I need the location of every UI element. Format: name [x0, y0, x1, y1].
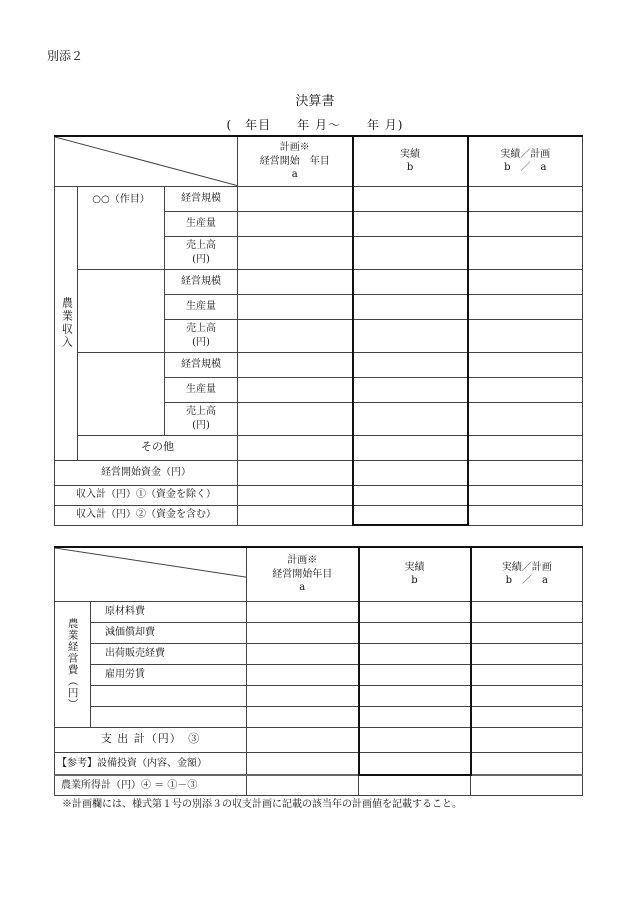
annex-label: 別添２ — [47, 49, 84, 63]
cell-actual[interactable] — [353, 485, 468, 505]
cell-actual[interactable] — [359, 643, 471, 664]
row-label-expense-total: 支 出 計（円） ③ — [55, 727, 247, 752]
footnote: ※計画欄には、様式第１号の別添３の収支計画に記載の該当年の計画値を記載すること。 — [62, 799, 462, 810]
cell-ratio[interactable] — [468, 377, 583, 402]
cell-ratio[interactable] — [471, 727, 583, 752]
cell-ratio[interactable] — [471, 643, 583, 664]
cell-ratio[interactable] — [471, 622, 583, 643]
cell-actual[interactable] — [353, 402, 468, 435]
cell-plan[interactable] — [247, 706, 359, 727]
cell-plan[interactable] — [247, 752, 359, 775]
cell-plan[interactable] — [238, 485, 353, 505]
cell-actual[interactable] — [353, 460, 468, 485]
row-label-production: 生産量 — [165, 377, 238, 402]
cell-ratio[interactable] — [468, 460, 583, 485]
cell-plan[interactable] — [247, 601, 359, 622]
expense-item-0: 原材料費 — [91, 601, 247, 622]
cell-ratio[interactable] — [468, 294, 583, 319]
row-label-other: その他 — [78, 435, 238, 460]
cell-actual[interactable] — [359, 706, 471, 727]
header-diagonal-cell — [55, 136, 238, 186]
cell-actual[interactable] — [359, 775, 471, 795]
section-label-farm-expense: 農業経営費（円） — [55, 601, 91, 727]
cell-plan[interactable] — [238, 186, 353, 211]
cell-ratio[interactable] — [471, 685, 583, 706]
cell-actual[interactable] — [359, 664, 471, 685]
expense-item-3: 雇用労賃 — [91, 664, 247, 685]
row-label-scale: 経営規模 — [165, 186, 238, 211]
cell-plan[interactable] — [238, 402, 353, 435]
expense-item-1: 減価償却費 — [91, 622, 247, 643]
cell-plan[interactable] — [238, 269, 353, 294]
ratio-header: 実績／計画 b ／ a — [471, 547, 583, 601]
section-label-farm-income: 農業収入 — [55, 186, 78, 460]
cell-plan[interactable] — [238, 352, 353, 377]
expense-table — [54, 546, 583, 796]
cell-plan[interactable] — [247, 622, 359, 643]
cell-plan[interactable] — [238, 319, 353, 352]
cell-ratio[interactable] — [471, 752, 583, 775]
header-diagonal-cell — [55, 547, 247, 601]
period-line: ( 年目 年 月～ 年 月) — [226, 118, 404, 132]
cell-ratio[interactable] — [468, 269, 583, 294]
income-table — [54, 135, 583, 526]
cell-actual[interactable] — [353, 319, 468, 352]
cell-actual[interactable] — [353, 352, 468, 377]
cell-ratio[interactable] — [471, 601, 583, 622]
ratio-header: 実績／計画 b ／ a — [468, 136, 583, 186]
cell-plan[interactable] — [247, 643, 359, 664]
cell-ratio[interactable] — [468, 352, 583, 377]
row-label-start-fund: 経営開始資金（円） — [55, 460, 238, 485]
row-label-sales: 売上高 (円) — [165, 402, 238, 435]
row-label-sales: 売上高 (円) — [165, 319, 238, 352]
cell-ratio[interactable] — [468, 186, 583, 211]
cell-plan[interactable] — [238, 294, 353, 319]
cell-actual[interactable] — [359, 622, 471, 643]
cell-plan[interactable] — [238, 435, 353, 460]
row-label-production: 生産量 — [165, 294, 238, 319]
row-label-total1: 収入計（円）①（資金を除く） — [55, 485, 238, 505]
row-label-farm-income: 農業所得計（円）④ ＝ ①－③ — [55, 775, 247, 795]
cell-ratio[interactable] — [468, 211, 583, 236]
cell-plan[interactable] — [238, 211, 353, 236]
cell-actual[interactable] — [359, 601, 471, 622]
cell-ratio[interactable] — [468, 319, 583, 352]
crop-name-3[interactable] — [78, 352, 165, 435]
row-label-production: 生産量 — [165, 211, 238, 236]
cell-ratio[interactable] — [468, 435, 583, 460]
row-label-sales: 売上高 (円) — [165, 236, 238, 269]
cell-plan[interactable] — [238, 377, 353, 402]
actual-header: 実績 b — [359, 547, 471, 601]
cell-plan[interactable] — [247, 685, 359, 706]
expense-item-blank[interactable] — [91, 685, 247, 706]
cell-actual[interactable] — [353, 269, 468, 294]
cell-plan[interactable] — [238, 460, 353, 485]
cell-actual[interactable] — [353, 211, 468, 236]
row-label-scale: 経営規模 — [165, 352, 238, 377]
cell-ratio[interactable] — [468, 236, 583, 269]
expense-item-blank[interactable] — [91, 706, 247, 727]
row-label-reference: 【参考】設備投資（内容、金額） — [55, 752, 247, 775]
cell-ratio[interactable] — [468, 485, 583, 505]
cell-ratio[interactable] — [471, 775, 583, 795]
document-title: 決算書 — [295, 94, 335, 109]
expense-item-2: 出荷販売経費 — [91, 643, 247, 664]
plan-header: 計画※ 経営開始年目 a — [247, 547, 359, 601]
cell-ratio[interactable] — [471, 706, 583, 727]
cell-actual[interactable] — [353, 435, 468, 460]
actual-header: 実績 b — [353, 136, 468, 186]
cell-ratio[interactable] — [468, 505, 583, 525]
cell-actual[interactable] — [353, 505, 468, 525]
cell-plan[interactable] — [238, 236, 353, 269]
cell-actual[interactable] — [353, 186, 468, 211]
cell-plan[interactable] — [238, 505, 353, 525]
cell-actual[interactable] — [359, 752, 471, 775]
cell-actual[interactable] — [359, 685, 471, 706]
cell-actual[interactable] — [353, 377, 468, 402]
row-label-scale: 経営規模 — [165, 269, 238, 294]
plan-header: 計画※ 経営開始 年目 a — [238, 136, 353, 186]
cell-ratio[interactable] — [471, 664, 583, 685]
cell-ratio[interactable] — [468, 402, 583, 435]
cell-actual[interactable] — [353, 294, 468, 319]
cell-plan[interactable] — [247, 727, 359, 752]
crop-name-1: ○○（作目） — [78, 186, 165, 269]
cell-plan[interactable] — [247, 664, 359, 685]
cell-actual[interactable] — [353, 236, 468, 269]
cell-plan[interactable] — [247, 775, 359, 795]
crop-name-2[interactable] — [78, 269, 165, 352]
row-label-total2: 収入計（円）②（資金を含む） — [55, 505, 238, 525]
cell-actual[interactable] — [359, 727, 471, 752]
